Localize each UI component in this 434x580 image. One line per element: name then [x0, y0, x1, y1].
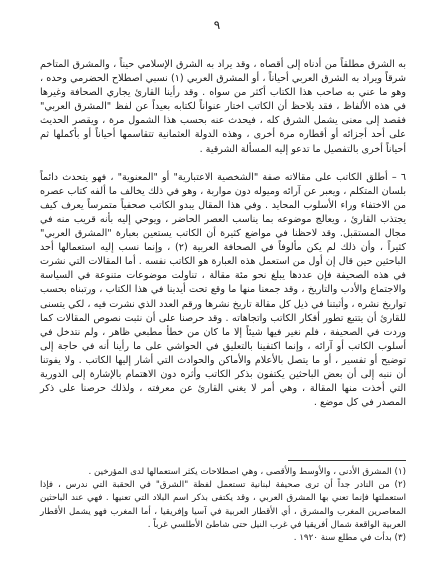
section-number: ٦ –	[391, 171, 406, 183]
footnote-separator	[288, 460, 406, 461]
footnote: (١) المشرق الأدنى ، والأوسط والأقصى ، وهي اصطلاحات يكثر استعمالها لدى المؤرخين .	[88, 467, 406, 477]
footnote: (٢) من النادر جداً أن ترى صحيفة لبنانية تستعمل لفظة "الشرق" في الحقبة التي ندرس ، فإذا استعملتها فإنما تعني بها المشرق العربي ، وقد يكتفى بذكر اسم البلاد التي تعنيها . فهي عند الباحثين المعاصرين المغرب والمشرق ، أي الأقطار العربية في آسيا وإفريقيا ، أما المغرب فهو يشمل الأقطار العربية الواقعة شمال أفريقيا في غرب النيل حتى شاطئ الأطلسي غرباً .	[40, 480, 406, 530]
footnotes	[40, 466, 406, 545]
footnote: (٣) بدأت في مطلع سنة ١٩٢٠ .	[293, 533, 406, 544]
body-text	[40, 58, 406, 410]
paragraph-text: أطلق الكاتب على مقالاته صفة "الشخصية الاعتبارية" أو "المعنوية" ، فهو يتحدث دائماً بلسان المتكلم ، ويعبر عن آرائه وميوله دون مواربة ، وهو في ذلك يخالف ما ألفه كتاب عصره من الاختفاء وراء الأسلوب المحايد . وفي هذا المقال يبدو الكاتب صحفياً متمرساً يعرف كيف يجتذب القارئ ، ويعالج موضوعه بما يناسب العصر الحاضر ، ويوحي إليه بأنه قريب منه في مجال المستقبل. وقد لاحظنا في مواضع كثيرة أن الكاتب يستعين بعبارة "المشرق العربي" كثيراً ، وأن ذلك لم يكن مألوفاً في الصحافة العربية (٢) ، وإنما نسب إليه استعمالها أحد الباحثين حين قال إن أول من استعمل هذه العبارة هو الكاتب نفسه . أما المقالات التي نشرت في هذه الصحيفة فإن عددها يبلغ نحو مئة مقالة ، تناولت موضوعات متنوعة في السياسة والاجتماع والأدب والتاريخ ، وقد جمعنا منها ما وقع تحت أيدينا في هذا الكتاب ، ورتبناه بحسب تواريخ نشره ، وأثبتنا في ذيل كل مقالة تاريخ نشرها ورقم العدد الذي نشرت فيه ، لكي يتسنى للقارئ أن يتتبع تطور أفكار الكاتب واتجاهاته . وقد حرصنا على أن نثبت نصوص المقالات كما وردت في الصحيفة ، فلم نغير فيها شيئاً إلا ما كان من خطأ مطبعي ظاهر ، ولم نتدخل في أسلوب الكاتب أو آرائه ، وإنما اكتفينا بالتعليق في الحواشي على ما رأينا أنه في حاجة إلى توضيح أو تفسير ، أو ما يتصل بالأعلام والأماكن والحوادث التي أشار إليها الكاتب . ولا يفوتنا أن ننبه إلى أن بعض الباحثين يكتفون بذكر الكاتب وأثره دون الاهتمام بالإشارة إلى الدورية التي أخذت منها المقالة ، وهي أمر لا يغني القارئ عن معرفته ، ولذلك حرصنا على ذكر المصدر في كل موضع .	[40, 171, 406, 409]
page-number: ٩	[213, 18, 221, 32]
paragraph	[40, 171, 406, 411]
paragraph: به الشرق مطلقاً من أدناه إلى أقصاه ، وقد يراد به الشرق الإسلامي حيناً ، والمشرق المتاخم شرقاً ويراد به الشرق العربي أحياناً ، أو المشرق العربي (١) نسبي اصطلاح الحضرمي وحده ، وهو ما عني به صاحب هذا الكتاب أكثر من سواه . وقد رأينا القارئ يجاري الصحافة وغيرها في هذه الألفاظ ، فقد يلاحظ أن الكاتب اختار عنواناً لكتابه بعيداً عن لفظ "المشرق العربي" فقصد إلى معنى يشمل الشرق كله ، فيحدث عنه بحسب هذا الشمول مرة ، ويقصر الحديث على أحد أجزائه أو أقطاره مرة أخرى ، وهذه الدولة العثمانية تتقاسمها أحياناً أو بأكملها ثم أحياناً أخرى بالتفصيل ما تدعو إليه المسألة الشرقية .	[40, 59, 407, 155]
